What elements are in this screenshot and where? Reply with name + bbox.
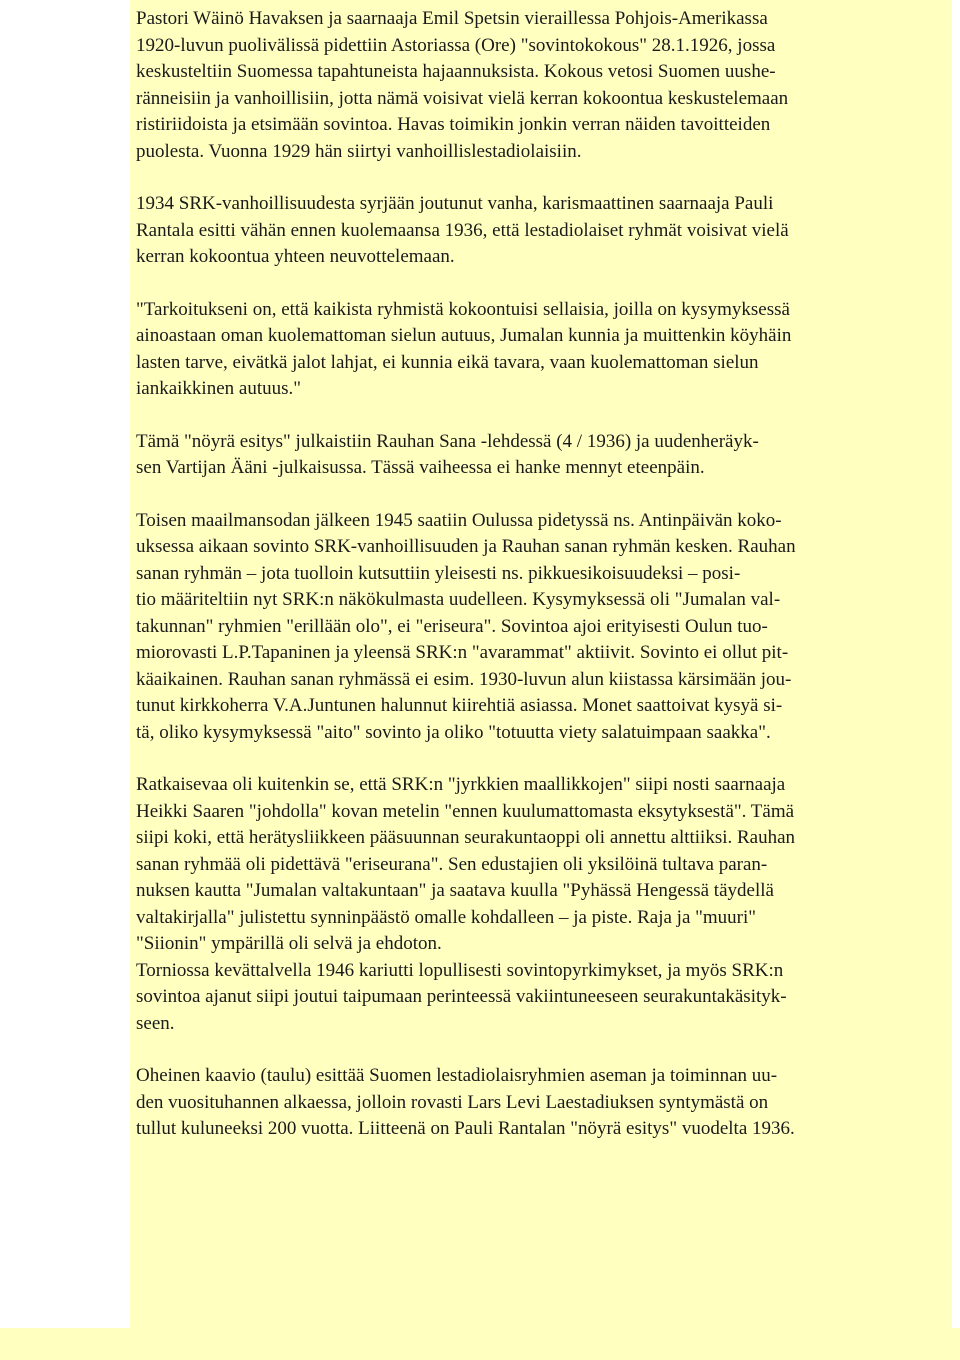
text-line: puolesta. Vuonna 1929 hän siirtyi vanhoillislestadiolaisiin. — [136, 140, 582, 162]
paragraph-1 — [136, 6, 952, 165]
text-line: 1934 SRK-vanhoillisuudesta syrjään joutunut vanha, karismaattinen saarnaaja Pauli — [136, 193, 774, 214]
paragraph-6 — [136, 772, 952, 958]
document-body — [136, 6, 952, 1169]
paragraph-quote — [136, 297, 952, 403]
bottom-highlight-strip — [0, 1328, 960, 1360]
text-line: käaikainen. Rauhan sanan ryhmässä ei esim. 1930-luvun alun kiistassa kärsimään jou- — [136, 668, 792, 690]
paragraph-5 — [136, 508, 952, 747]
paragraph-8 — [136, 1063, 952, 1143]
text-line: Ratkaisevaa oli kuitenkin se, että SRK:n "jyrkkien maallikkojen" siipi nosti saarnaaja — [136, 774, 786, 795]
text-line: uksessa aikaan sovinto SRK-vanhoillisuuden ja Rauhan sanan ryhmän kesken. Rauhan — [136, 536, 796, 557]
text-line: Rantala esitti vähän ennen kuolemaansa 1936, että lestadiolaiset ryhmät voisivat vielä — [136, 219, 789, 241]
text-line: Torniossa kevättalvella 1946 kariutti lopullisesti sovintopyrkimykset, ja myös SRK:n — [136, 959, 784, 981]
text-line: seen. — [136, 1012, 175, 1034]
paragraph-4 — [136, 429, 952, 482]
text-line: siipi koki, että herätysliikkeen pääsuunnan seurakuntaoppi oli annettu alttiiksi. Rauhan — [136, 827, 796, 848]
text-line: tullut kuluneeksi 200 vuotta. Liitteenä on Pauli Rantalan "nöyrä esitys" vuodelta 1936. — [136, 1118, 795, 1139]
text-line: sovintoa ajanut siipi joutui taipumaan perinteessä vakiintuneeseen seurakuntakäsityk- — [136, 986, 787, 1007]
text-line: sen Vartijan Ääni -julkaisussa. Tässä vaiheessa ei hanke mennyt eteenpäin. — [136, 457, 705, 478]
text-line: tio määriteltiin nyt SRK:n näkökulmasta uudelleen. Kysymyksessä oli "Jumalan val- — [136, 589, 781, 610]
text-line: Oheinen kaavio (taulu) esittää Suomen lestadiolaisryhmien aseman ja toiminnan uu- — [136, 1065, 778, 1086]
text-line: ainoastaan oman kuolemattoman sielun autuus, Jumalan kunnia ja muittenkin köyhäin — [136, 325, 792, 346]
text-line: Toisen maailmansodan jälkeen 1945 saatiin Oulussa pidetyssä ns. Antinpäivän koko- — [136, 509, 782, 531]
paragraph-2 — [136, 191, 952, 271]
text-line: Heikki Saaren "johdolla" kovan metelin "ennen kuulumattomasta eksytyksestä". Tämä — [136, 800, 795, 822]
text-line: ränneisiin ja vanhoillisiin, jotta nämä voisivat vielä kerran kokoontua keskustelemaan — [136, 87, 789, 109]
text-line: valtakirjalla" julistettu synninpäästö omalle kohdalleen – ja piste. Raja ja "muuri" — [136, 906, 757, 928]
text-line: 1920-luvun puolivälissä pidettiin Astoriassa (Ore) "sovintokokous" 28.1.1926, jossa — [136, 34, 776, 56]
text-line: tä, oliko kysymyksessä "aito" sovinto ja oliko "totuutta viety salatuimpaan saakka". — [136, 721, 771, 743]
text-line: kerran kokoontua yhteen neuvottelemaan. — [136, 246, 455, 267]
text-line: miorovasti L.P.Tapaninen ja yleensä SRK:n "avarammat" aktiivit. Sovinto ei ollut pit- — [136, 642, 789, 663]
text-line: lasten tarve, eivätkä jalot lahjat, ei kunnia eikä tavara, vaan kuolemattoman sielun — [136, 351, 759, 373]
text-line: tunut kirkkoherra V.A.Juntunen halunnut kiirehtiä asiassa. Monet saattoivat kysyä si- — [136, 695, 783, 716]
text-line: Tämä "nöyrä esitys" julkaistiin Rauhan Sana -lehdessä (4 / 1936) ja uudenheräyk- — [136, 430, 759, 452]
text-line: nuksen kautta "Jumalan valtakuntaan" ja saatava kuulla "Pyhässä Hengessä täydellä — [136, 880, 774, 901]
text-line: takunnan" ryhmien "erillään olo", ei "eriseura". Sovintoa ajoi erityisesti Oulun tuo- — [136, 615, 768, 637]
text-line: den vuosituhannen alkaessa, jolloin rovasti Lars Levi Laestadiuksen syntymästä on — [136, 1091, 769, 1113]
text-line: "Tarkoitukseni on, että kaikista ryhmistä kokoontuisi sellaisia, joilla on kysymyksessä — [136, 298, 790, 320]
paragraph-7 — [136, 958, 952, 1038]
text-line: Pastori Wäinö Havaksen ja saarnaaja Emil Spetsin vieraillessa Pohjois-Amerikassa — [136, 8, 768, 29]
text-line: "Siionin" ympärillä oli selvä ja ehdoton. — [136, 933, 442, 954]
text-line: keskusteltiin Suomessa tapahtuneista hajaannuksista. Kokous vetosi Suomen uushe- — [136, 61, 776, 82]
text-line: ristiriidoista ja etsimään sovintoa. Havas toimikin jonkin verran näiden tavoitteiden — [136, 114, 771, 135]
text-line: sanan ryhmän – jota tuolloin kutsuttiin yleisesti ns. pikkuesikoisuudeksi – posi- — [136, 562, 741, 584]
text-line: iankaikkinen autuus." — [136, 378, 301, 399]
text-line: sanan ryhmää oli pidettävä "eriseurana". Sen edustajien oli yksilöinä tultava paran- — [136, 853, 768, 875]
